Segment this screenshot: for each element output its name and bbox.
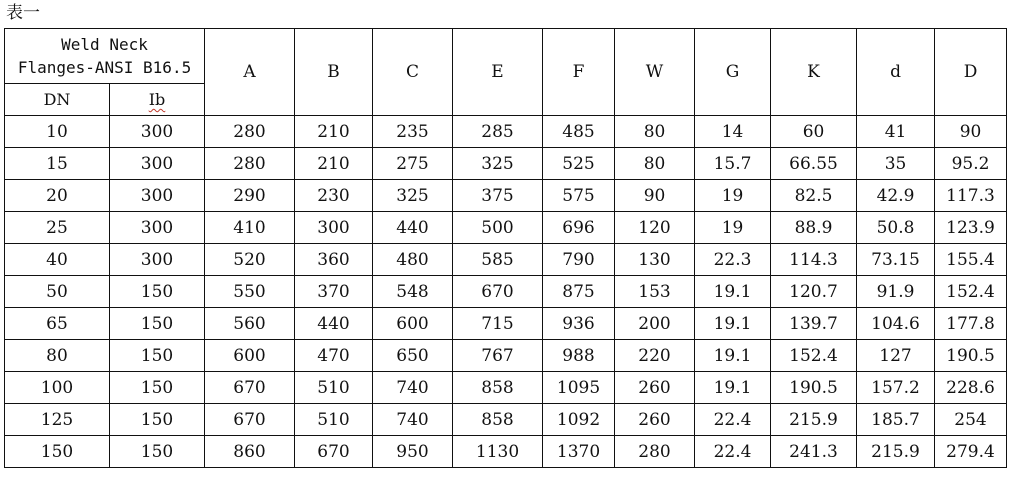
table-row [5,340,1007,372]
table-cell: 480 [373,244,453,276]
table-cell: 560 [205,308,295,340]
table-cell: 670 [295,436,373,468]
table-cell: 152.4 [771,340,857,372]
table-row [5,308,1007,340]
table-cell: 210 [295,148,373,180]
table-cell: 114.3 [771,244,857,276]
table-cell: 200 [615,308,695,340]
table-cell: 150 [110,404,205,436]
table-cell: 41 [857,116,935,148]
table-cell: 95.2 [935,148,1007,180]
table-cell: 185.7 [857,404,935,436]
table-cell: 600 [205,340,295,372]
table-cell: 988 [543,340,615,372]
col-header-c: C [373,29,453,116]
table-cell: 117.3 [935,180,1007,212]
table-row [5,180,1007,212]
table-cell: 260 [615,372,695,404]
table-cell: 80 [5,340,110,372]
table-cell: 100 [5,372,110,404]
table-cell: 88.9 [771,212,857,244]
table-cell: 600 [373,308,453,340]
table-cell: 550 [205,276,295,308]
table-cell: 950 [373,436,453,468]
table-cell: 510 [295,372,373,404]
table-cell: 25 [5,212,110,244]
table-cell: 1092 [543,404,615,436]
table-cell: 241.3 [771,436,857,468]
table-cell: 91.9 [857,276,935,308]
table-cell: 440 [373,212,453,244]
table-cell: 120 [615,212,695,244]
table-title [5,29,205,84]
table-row [5,148,1007,180]
table-cell: 177.8 [935,308,1007,340]
table-cell: 80 [615,148,695,180]
header-row [5,29,1007,84]
table-cell: 19.1 [695,276,771,308]
table-cell: 150 [5,436,110,468]
table-cell: 125 [5,404,110,436]
table-cell: 280 [205,148,295,180]
table-cell: 440 [295,308,373,340]
table-cell: 157.2 [857,372,935,404]
table-cell: 19.1 [695,308,771,340]
col-header-dn: DN [5,84,110,116]
table-cell: 139.7 [771,308,857,340]
table-cell: 290 [205,180,295,212]
title-line-2: Flanges-ANSI B16.5 [17,58,192,77]
col-header-w: W [615,29,695,116]
table-cell: 715 [453,308,543,340]
table-cell: 485 [543,116,615,148]
table-cell: 254 [935,404,1007,436]
col-header-k: K [771,29,857,116]
table-cell: 767 [453,340,543,372]
table-cell: 360 [295,244,373,276]
table-cell: 936 [543,308,615,340]
table-cell: 300 [295,212,373,244]
table-cell: 858 [453,404,543,436]
table-cell: 155.4 [935,244,1007,276]
col-header-ib-label: Ib [148,90,166,109]
table-cell: 300 [110,212,205,244]
table-cell: 470 [295,340,373,372]
table-cell: 235 [373,116,453,148]
table-row [5,372,1007,404]
table-cell: 20 [5,180,110,212]
table-cell: 22.3 [695,244,771,276]
col-header-ib [110,84,205,116]
table-cell: 150 [110,276,205,308]
table-cell: 60 [771,116,857,148]
table-cell: 66.55 [771,148,857,180]
table-caption: 表一 [6,3,40,23]
table-cell: 696 [543,212,615,244]
table-cell: 875 [543,276,615,308]
table-cell: 90 [935,116,1007,148]
table-cell: 860 [205,436,295,468]
col-header-e: E [453,29,543,116]
table-cell: 127 [857,340,935,372]
table-cell: 82.5 [771,180,857,212]
table-cell: 285 [453,116,543,148]
table-cell: 150 [110,436,205,468]
table-cell: 215.9 [857,436,935,468]
table-cell: 190.5 [771,372,857,404]
table-cell: 215.9 [771,404,857,436]
table-row [5,116,1007,148]
table-cell: 220 [615,340,695,372]
table-cell: 370 [295,276,373,308]
table-cell: 19 [695,180,771,212]
table-cell: 35 [857,148,935,180]
table-cell: 740 [373,404,453,436]
table-cell: 275 [373,148,453,180]
table-cell: 575 [543,180,615,212]
table-cell: 14 [695,116,771,148]
table-cell: 73.15 [857,244,935,276]
table-cell: 40 [5,244,110,276]
table-cell: 279.4 [935,436,1007,468]
table-cell: 410 [205,212,295,244]
table-cell: 50.8 [857,212,935,244]
table-cell: 520 [205,244,295,276]
col-header-b: B [295,29,373,116]
table-cell: 260 [615,404,695,436]
table-row [5,436,1007,468]
table-cell: 120.7 [771,276,857,308]
table-cell: 325 [373,180,453,212]
table-cell: 19.1 [695,340,771,372]
table-cell: 210 [295,116,373,148]
table-cell: 22.4 [695,436,771,468]
table-cell: 375 [453,180,543,212]
table-cell: 15.7 [695,148,771,180]
table-cell: 510 [295,404,373,436]
table-row [5,276,1007,308]
table-cell: 300 [110,148,205,180]
table-cell: 152.4 [935,276,1007,308]
table-cell: 190.5 [935,340,1007,372]
table-cell: 153 [615,276,695,308]
table-cell: 548 [373,276,453,308]
table-cell: 325 [453,148,543,180]
table-cell: 130 [615,244,695,276]
table-cell: 150 [110,308,205,340]
table-cell: 42.9 [857,180,935,212]
table-cell: 90 [615,180,695,212]
table-cell: 150 [110,340,205,372]
table-cell: 19.1 [695,372,771,404]
col-header-g: G [695,29,771,116]
flange-dimensions-table [4,28,1007,468]
table-row [5,404,1007,436]
table-cell: 1095 [543,372,615,404]
table-cell: 65 [5,308,110,340]
table-cell: 858 [453,372,543,404]
table-cell: 650 [373,340,453,372]
table-cell: 300 [110,116,205,148]
table-cell: 230 [295,180,373,212]
col-header-d-large: D [935,29,1007,116]
table-cell: 280 [205,116,295,148]
table-cell: 300 [110,180,205,212]
title-line-1: Weld Neck [61,35,148,54]
table-cell: 525 [543,148,615,180]
table-cell: 50 [5,276,110,308]
table-cell: 10 [5,116,110,148]
table-cell: 228.6 [935,372,1007,404]
col-header-a: A [205,29,295,116]
table-cell: 1130 [453,436,543,468]
table-cell: 19 [695,212,771,244]
table-cell: 104.6 [857,308,935,340]
table-cell: 22.4 [695,404,771,436]
table-cell: 670 [205,372,295,404]
table-cell: 790 [543,244,615,276]
table-cell: 80 [615,116,695,148]
table-cell: 670 [453,276,543,308]
table-cell: 1370 [543,436,615,468]
table-cell: 123.9 [935,212,1007,244]
table-cell: 15 [5,148,110,180]
col-header-d-small: d [857,29,935,116]
table-cell: 300 [110,244,205,276]
table-cell: 500 [453,212,543,244]
table-row [5,244,1007,276]
table-row [5,212,1007,244]
table-cell: 670 [205,404,295,436]
table-cell: 740 [373,372,453,404]
table-cell: 585 [453,244,543,276]
table-cell: 150 [110,372,205,404]
col-header-f: F [543,29,615,116]
table-cell: 280 [615,436,695,468]
